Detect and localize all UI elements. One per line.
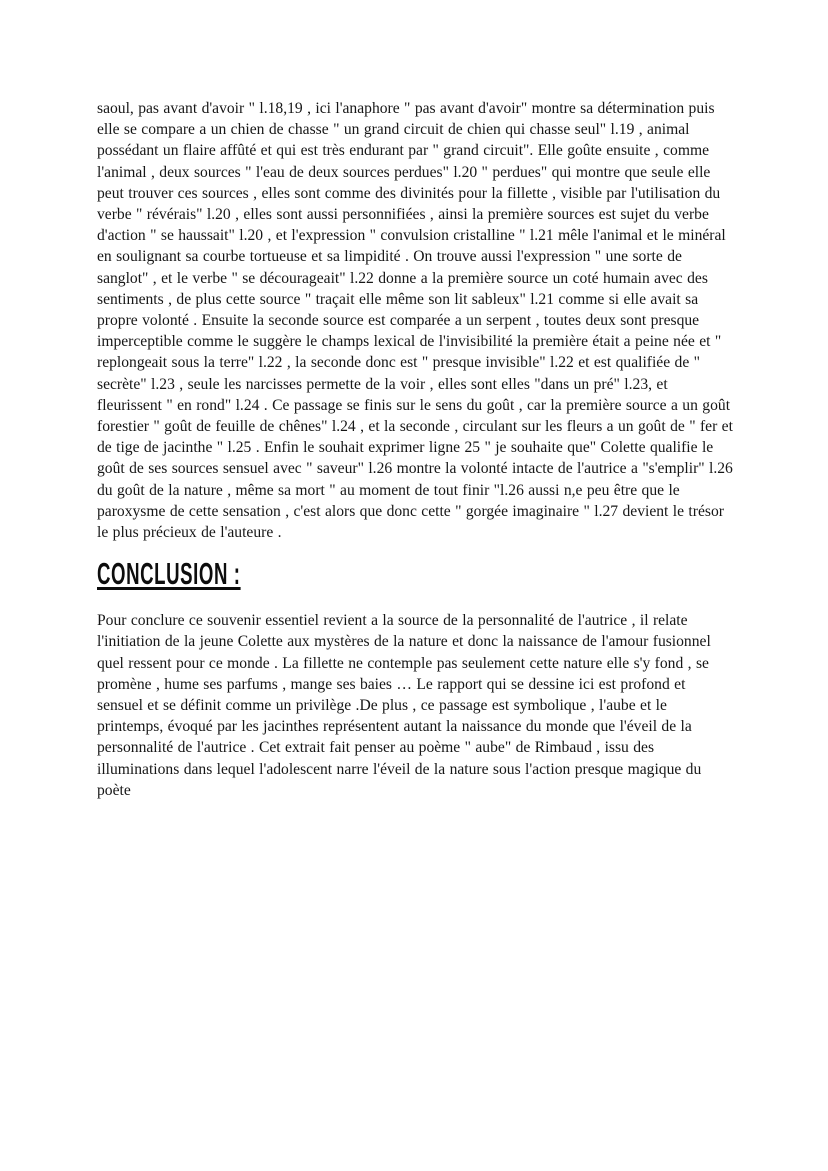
conclusion-paragraph: Pour conclure ce souvenir essentiel revient a la source de la personnalité de l'autrice , il relate l'initiation de la jeune Colette aux mystères de la nature et donc la naissance de l'amour fusionnel quel ressent pour ce monde . La fillette ne contemple pas seulement cette nature elle s'y fond , se promène , hume ses parfums , mange ses baies … Le rapport qui se dessine ici est profond et sensuel et se définit comme un privilège .De plus , ce passage est symbolique , l'aube et le printemps, évoqué par les jacinthes représentent autant la naissance du monde que l'éveil de la personnalité de l'autrice . Cet extrait fait penser au poème " aube" de Rimbaud , issu des illuminations dans lequel l'adolescent narre l'éveil de la nature sous l'action presque magique du poète [97, 612, 711, 799]
conclusion-heading [97, 556, 733, 592]
conclusion-heading-text: CONCLUSION : [97, 556, 241, 592]
analysis-paragraph: saoul, pas avant d'avoir " l.18,19 , ici l'anaphore " pas avant d'avoir" montre sa détermination puis elle se compare a un chien de chasse " un grand circuit de chien qui chasse seul" l.19 , animal possédant un flaire affûté et qui est très endurant par " grand circuit". Elle goûte ensuite , comme l'animal , deux sources " l'eau de deux sources perdues" l.20 " perdues" qui montre que seule elle peut trouver ces sources , elles sont comme des divinités pour la fillette , visible par l'utilisation du verbe " révérais" l.20 , elles sont aussi personnifiées , ainsi la première sources est sujet du verbe d'action " se haussait" l.20 , et l'expression " convulsion cristalline " l.21 mêle l'animal et le minéral en soulignant sa courbe tortueuse et sa limpidité . On trouve aussi l'expression " une sorte de sanglot" , et le verbe " se décourageait" l.22 donne a la première source un coté humain avec des sentiments , de plus cette source " traçait elle même son lit sableux" l.21 comme si elle avait sa propre volonté . Ensuite la seconde source est comparée a un serpent , toutes deux sont presque imperceptible comme le suggère le champs lexical de l'invisibilité la première était a peine née et " replongeait sous la terre" l.22 , la seconde donc est " presque invisible" l.22 et est qualifiée de " secrète" l.23 , seule les narcisses permette de la voir , elles sont elles "dans un pré" l.23, et fleurissent " en rond" l.24 . Ce passage se finis sur le sens du goût , car la première source a un goût forestier " goût de feuille de chênes" l.24 , et la seconde , circulant sur les fleurs a un goût de " fer et de tige de jacinthe " l.25 . Enfin le souhait exprimer ligne 25 " je souhaite que" Colette qualifie le goût de ses sources sensuel avec " saveur" l.26 montre la volonté intacte de l'autrice a "s'emplir" l.26 du goût de la nature , même sa mort " au moment de tout finir "l.26 aussi n,e peu être que le paroxysme de cette sensation , c'est alors que donc cette " gorgée imaginaire " l.27 devient le trésor le plus précieux de l'auteure . [97, 100, 733, 542]
document-content [97, 98, 733, 801]
